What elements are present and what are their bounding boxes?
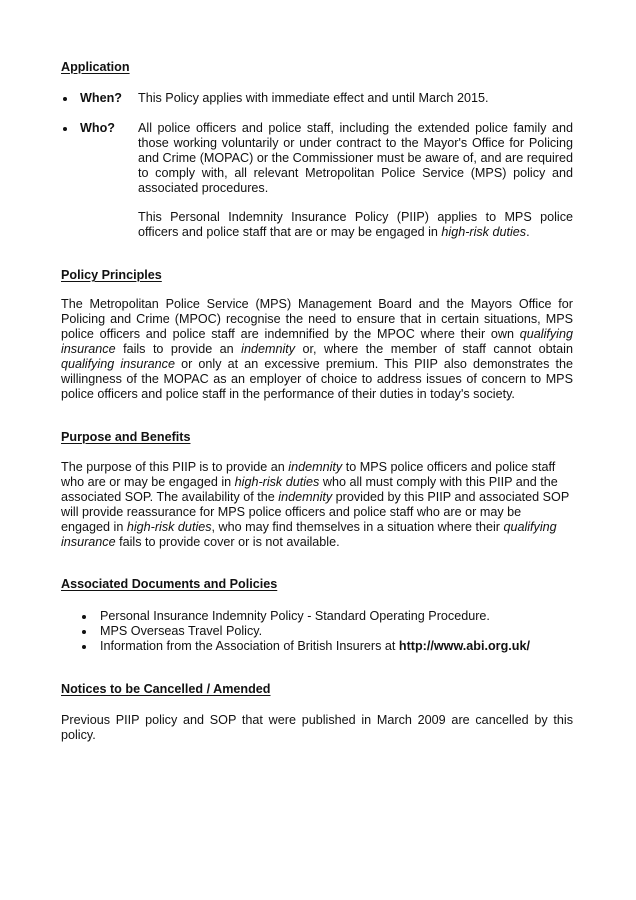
- abi-link[interactable]: http://www.abi.org.uk/: [398, 639, 530, 653]
- heading-application: Application: [61, 60, 130, 74]
- when-label: When?: [80, 91, 122, 105]
- who-text-2: This Personal Indemnity Insurance Policy (PIIP) applies to MPS police officers and police staff that are or may be engaged in high-risk duties.: [138, 210, 573, 239]
- bullet-icon: [82, 615, 86, 619]
- bullet-icon: [63, 97, 67, 101]
- list-item: Information from the Association of British Insurers at http://www.abi.org.uk/: [100, 639, 530, 653]
- who-label: Who?: [80, 121, 115, 135]
- heading-policy-principles: Policy Principles: [61, 268, 162, 282]
- who-text: All police officers and police staff, including the extended police family and those working voluntarily or under contract to the Mayor's Office for Policing and Crime (MOPAC) or the Commissioner must be aware of, and are required to comply with, all relevant Metropolitan Police Service (MPS) policy and associated procedures.: [138, 121, 573, 195]
- list-item: MPS Overseas Travel Policy.: [100, 624, 263, 638]
- heading-associated-documents: Associated Documents and Policies: [61, 577, 278, 591]
- bullet-icon: [82, 645, 86, 649]
- when-text: This Policy applies with immediate effect and until March 2015.: [138, 91, 489, 105]
- bullet-icon: [63, 127, 67, 131]
- bullet-icon: [82, 630, 86, 634]
- policy-principles-paragraph: The Metropolitan Police Service (MPS) Management Board and the Mayors Office for Policing and Crime (MPOC) recognise the need to ensure that in certain situations, MPS police officers and police staff are indemnified by the MPOC where their own qualifying insurance fails to provide an indemnity or, where the member of staff cannot obtain qualifying insurance or only at an excessive premium. This PIIP also demonstrates the willingness of the MOPAC as an employer of choice to address issues of concern to MPS police officers and police staff in the performance of their duties in today's society.: [61, 297, 573, 401]
- list-item: Personal Insurance Indemnity Policy - Standard Operating Procedure.: [100, 609, 490, 623]
- heading-notices: Notices to be Cancelled / Amended: [61, 682, 271, 696]
- notices-paragraph: Previous PIIP policy and SOP that were published in March 2009 are cancelled by this policy.: [61, 713, 573, 742]
- purpose-benefits-paragraph: The purpose of this PIIP is to provide an indemnity to MPS police officers and police staff who are or may be engaged in high-risk duties who all must comply with this PIIP and the associated SOP. The availability of the indemnity provided by this PIIP and associated SOP will provide reassurance for MPS police officers and police staff who are or may be engaged in high-risk duties, who may find themselves in a situation where their qualifying insurance fails to provide cover or is not available.: [61, 460, 570, 549]
- heading-purpose-benefits: Purpose and Benefits: [61, 430, 191, 444]
